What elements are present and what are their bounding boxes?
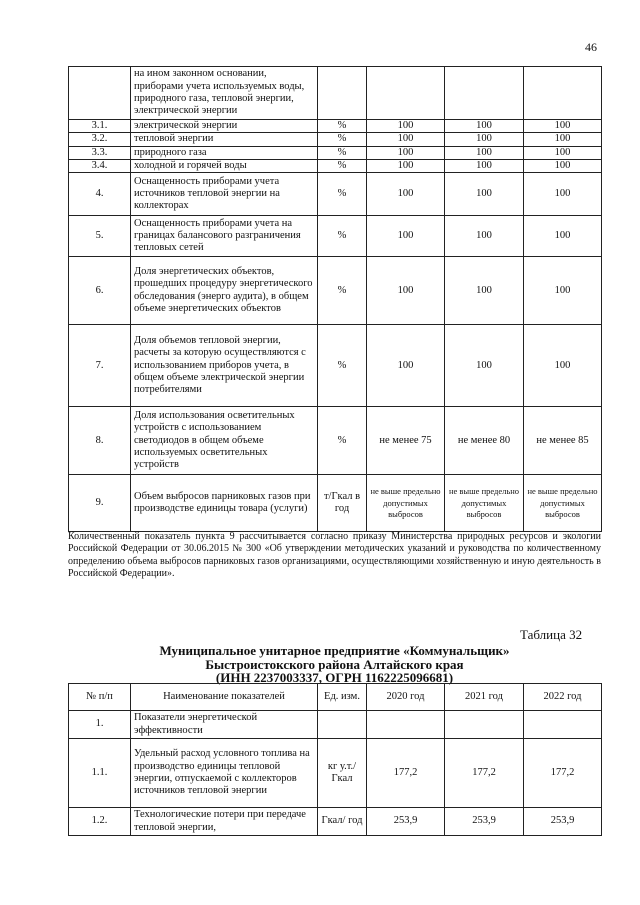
value-2020: 253,9 — [367, 808, 445, 836]
value-2020: 100 — [367, 159, 445, 172]
value-2022: 100 — [524, 146, 602, 159]
footnote: Количественный показатель пункта 9 рассчитывается согласно приказу Министерства природных ресурсов и экологии Российской Федерации от 30.06.2015 № 300 «Об утверждении методических указаний и руководства по количественному определению объема выбросов парниковых газов организациями, осуществляющими хозяйственную и иную деятельность в Российской Федерации». — [68, 531, 601, 580]
table-caption: Таблица 32 — [520, 627, 583, 642]
unit: кг у.т./ Гкал — [318, 739, 367, 808]
unit: % — [318, 173, 367, 216]
indicator-name: Показатели энергетической эффективности — [131, 711, 318, 739]
row-number: 3.4. — [69, 159, 131, 172]
table-row — [69, 120, 602, 133]
value-2020 — [367, 67, 445, 120]
value-2020 — [367, 711, 445, 739]
value-2021: 100 — [445, 216, 524, 257]
value-2020: 177,2 — [367, 739, 445, 808]
page-number: 46 — [585, 40, 597, 54]
value-2021: 100 — [445, 159, 524, 172]
table-row — [69, 159, 602, 172]
table-row — [69, 257, 602, 325]
header-2021: 2021 год — [445, 684, 524, 711]
unit: % — [318, 216, 367, 257]
value-2021: 100 — [445, 120, 524, 133]
indicator-name: Доля объемов тепловой энергии, расчеты за которую осуществляются с использованием приборов учета, в общем объеме электрической энергии потребителями — [131, 325, 318, 407]
value-2021: 177,2 — [445, 739, 524, 808]
table-row — [69, 711, 602, 739]
unit: % — [318, 257, 367, 325]
value-2020: 100 — [367, 120, 445, 133]
unit: % — [318, 325, 367, 407]
table-row — [69, 216, 602, 257]
org-name: Муниципальное унитарное предприятие «Коммунальщик» — [159, 643, 510, 658]
value-2020: 100 — [367, 133, 445, 146]
value-2022 — [524, 711, 602, 739]
value-2022: 100 — [524, 257, 602, 325]
table-row — [69, 407, 602, 475]
value-2022: не выше предельно допустимых выбросов — [524, 475, 602, 532]
org-region: Быстроистокского района Алтайского края — [205, 656, 464, 672]
row-number: 6. — [69, 257, 131, 325]
value-2020: 100 — [367, 325, 445, 407]
row-number: 4. — [69, 173, 131, 216]
indicator-name: холодной и горячей воды — [131, 159, 318, 172]
header-2022: 2022 год — [524, 684, 602, 711]
table-row — [69, 173, 602, 216]
value-2022 — [524, 67, 602, 120]
value-2021: 100 — [445, 173, 524, 216]
row-number: 7. — [69, 325, 131, 407]
row-number: 9. — [69, 475, 131, 532]
table-row — [69, 146, 602, 159]
value-2020: 100 — [367, 146, 445, 159]
indicator-name: природного газа — [131, 146, 318, 159]
value-2021: 253,9 — [445, 808, 524, 836]
value-2020: не менее 75 — [367, 407, 445, 475]
value-2022: 177,2 — [524, 739, 602, 808]
table-row — [69, 325, 602, 407]
table-row — [69, 739, 602, 808]
table-row — [69, 808, 602, 836]
unit: % — [318, 133, 367, 146]
row-number: 3.1. — [69, 120, 131, 133]
unit: % — [318, 146, 367, 159]
unit: Гкал/ год — [318, 808, 367, 836]
unit: % — [318, 120, 367, 133]
value-2021 — [445, 67, 524, 120]
value-2022: 100 — [524, 133, 602, 146]
value-2022: 100 — [524, 159, 602, 172]
indicator-name: Доля энергетических объектов, прошедших процедуру энергетического обследования (энерго аудита), в общем объеме энергетических объектов — [131, 257, 318, 325]
energy-efficiency-table — [68, 683, 602, 836]
value-2022: 100 — [524, 216, 602, 257]
row-number: 3.3. — [69, 146, 131, 159]
row-number — [69, 67, 131, 120]
value-2021: 100 — [445, 133, 524, 146]
value-2020: не выше предельно допустимых выбросов — [367, 475, 445, 532]
indicator-name: Технологические потери при передаче тепловой энергии, — [131, 808, 318, 836]
unit — [318, 711, 367, 739]
value-2021: 100 — [445, 325, 524, 407]
indicator-name: на ином законном основании, приборами учета используемых воды, природного газа, тепловой энергии, электрической энергии — [131, 67, 318, 120]
table-row — [69, 475, 602, 532]
header-name: Наименование показателей — [131, 684, 318, 711]
value-2021: не менее 80 — [445, 407, 524, 475]
indicator-name: Удельный расход условного топлива на производство единицы тепловой энергии, отпускаемой с коллекторов источников тепловой энергии — [131, 739, 318, 808]
table-header-row — [69, 684, 602, 711]
row-number: 1. — [69, 711, 131, 739]
value-2022: 100 — [524, 325, 602, 407]
header-2020: 2020 год — [367, 684, 445, 711]
header-number: № п/п — [69, 684, 131, 711]
indicators-table-continued — [68, 66, 602, 532]
value-2021 — [445, 711, 524, 739]
indicator-name: Оснащенность приборами учета источников тепловой энергии на коллекторах — [131, 173, 318, 216]
value-2022: не менее 85 — [524, 407, 602, 475]
indicator-name: тепловой энергии — [131, 133, 318, 146]
indicator-name: Объем выбросов парниковых газов при производстве единицы товара (услуги) — [131, 475, 318, 532]
row-number: 3.2. — [69, 133, 131, 146]
value-2022: 100 — [524, 120, 602, 133]
value-2021: 100 — [445, 257, 524, 325]
value-2020: 100 — [367, 216, 445, 257]
value-2021: не выше предельно допустимых выбросов — [445, 475, 524, 532]
org-ids: (ИНН 2237003337, ОГРН 1162225096681) — [215, 670, 454, 685]
table-row — [69, 133, 602, 146]
value-2020: 100 — [367, 257, 445, 325]
value-2022: 100 — [524, 173, 602, 216]
row-number: 1.2. — [69, 808, 131, 836]
unit: т/Гкал в год — [318, 475, 367, 532]
row-number: 5. — [69, 216, 131, 257]
indicator-name: электрической энергии — [131, 120, 318, 133]
row-number: 8. — [69, 407, 131, 475]
header-unit: Ед. изм. — [318, 684, 367, 711]
unit — [318, 67, 367, 120]
value-2022: 253,9 — [524, 808, 602, 836]
unit: % — [318, 159, 367, 172]
value-2020: 100 — [367, 173, 445, 216]
organization-title — [68, 644, 601, 685]
unit: % — [318, 407, 367, 475]
table-row — [69, 67, 602, 120]
row-number: 1.1. — [69, 739, 131, 808]
indicator-name: Доля использования осветительных устройств с использованием светодиодов в общем объеме используемых осветительных устройств — [131, 407, 318, 475]
value-2021: 100 — [445, 146, 524, 159]
indicator-name: Оснащенность приборами учета на границах балансового разграничения тепловых сетей — [131, 216, 318, 257]
